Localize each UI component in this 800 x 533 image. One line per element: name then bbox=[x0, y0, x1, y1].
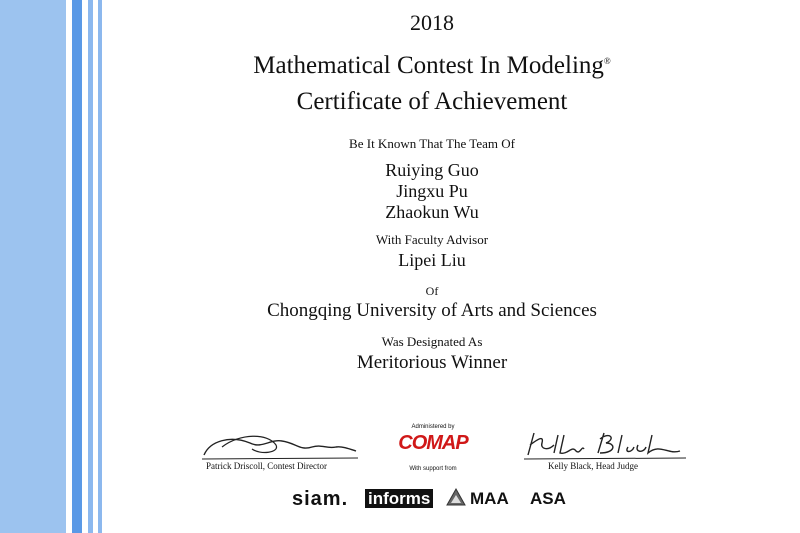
stripe-wide bbox=[0, 0, 66, 533]
asa-logo: ASA bbox=[530, 489, 566, 508]
director-signature bbox=[200, 425, 360, 465]
registered-mark: ® bbox=[603, 56, 611, 66]
known-line: Be It Known That The Team Of bbox=[349, 136, 515, 151]
siam-logo: siam. bbox=[292, 488, 349, 510]
comap-logo bbox=[396, 432, 470, 460]
certificate-title: Certificate of Achievement bbox=[296, 88, 568, 115]
of-line: Of bbox=[425, 284, 439, 298]
certificate-year: 2018 bbox=[410, 10, 454, 35]
support-text: With support from bbox=[409, 466, 457, 472]
comap-logo-text: COMAP bbox=[398, 432, 468, 454]
team-member: Ruiying Guo bbox=[385, 160, 479, 180]
maa-logo: MAA bbox=[470, 489, 509, 508]
director-caption: Patrick Driscoll, Contest Director bbox=[206, 461, 327, 471]
judge-caption: Kelly Black, Head Judge bbox=[548, 461, 638, 471]
team-member: Zhaokun Wu bbox=[385, 202, 479, 222]
judge-signature bbox=[520, 425, 690, 465]
team-member: Jingxu Pu bbox=[396, 181, 468, 201]
administered-by-text: Administered by bbox=[411, 424, 455, 430]
award-title: Meritorious Winner bbox=[356, 352, 508, 373]
informs-logo-text: informs bbox=[365, 489, 433, 508]
contest-title-text: Mathematical Contest In Modeling bbox=[253, 52, 604, 79]
stripe-thin bbox=[98, 0, 102, 533]
stripe-dark bbox=[72, 0, 82, 533]
maa-emblem-icon bbox=[446, 488, 466, 506]
designated-line: Was Designated As bbox=[381, 334, 483, 349]
contest-title bbox=[112, 52, 752, 80]
advisor-name: Lipei Liu bbox=[398, 250, 466, 270]
advisor-intro: With Faculty Advisor bbox=[375, 232, 489, 247]
decorative-blue-stripes bbox=[0, 0, 112, 533]
informs-logo bbox=[365, 489, 433, 515]
institution-name: Chongqing University of Arts and Sciences bbox=[267, 300, 597, 321]
